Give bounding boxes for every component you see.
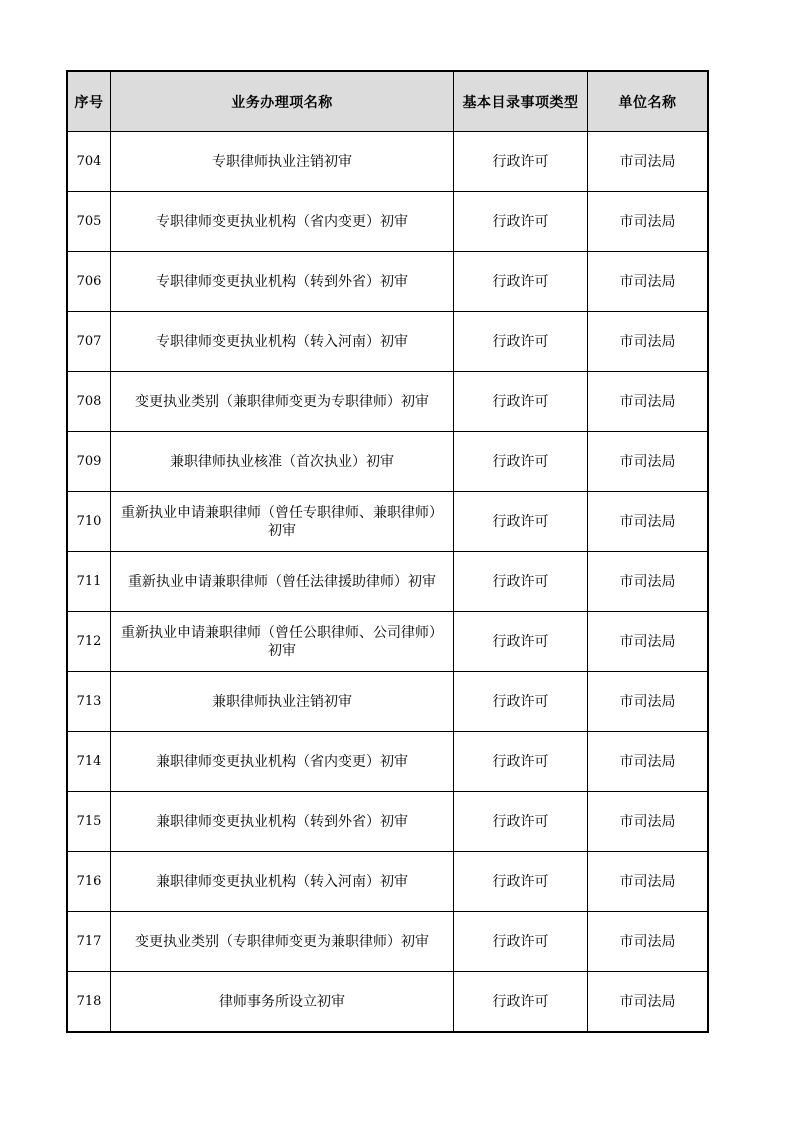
row-catalog-item-type: 行政许可 (454, 432, 588, 492)
row-service-item-name: 重新执业申请兼职律师（曾任专职律师、兼职律师）初审 (111, 492, 454, 552)
row-serial-number: 715 (68, 792, 111, 852)
row-unit-name: 市司法局 (588, 552, 708, 612)
table-row (68, 912, 708, 972)
row-service-item-name: 专职律师执业注销初审 (111, 132, 454, 192)
row-unit-name: 市司法局 (588, 252, 708, 312)
row-unit-name: 市司法局 (588, 912, 708, 972)
row-unit-name: 市司法局 (588, 732, 708, 792)
row-catalog-item-type: 行政许可 (454, 492, 588, 552)
row-unit-name: 市司法局 (588, 372, 708, 432)
row-service-item-name: 律师事务所设立初审 (111, 972, 454, 1032)
row-catalog-item-type: 行政许可 (454, 252, 588, 312)
header-service-item-name: 业务办理项名称 (111, 72, 454, 132)
row-catalog-item-type: 行政许可 (454, 852, 588, 912)
row-unit-name: 市司法局 (588, 672, 708, 732)
row-unit-name: 市司法局 (588, 852, 708, 912)
row-service-item-name: 变更执业类别（专职律师变更为兼职律师）初审 (111, 912, 454, 972)
row-service-item-name: 兼职律师执业注销初审 (111, 672, 454, 732)
row-serial-number: 716 (68, 852, 111, 912)
table-row (68, 192, 708, 252)
table-row (68, 612, 708, 672)
table-row (68, 432, 708, 492)
table-row (68, 132, 708, 192)
table-row (68, 792, 708, 852)
row-serial-number: 717 (68, 912, 111, 972)
row-service-item-name: 兼职律师变更执业机构（转到外省）初审 (111, 792, 454, 852)
row-service-item-name: 专职律师变更执业机构（省内变更）初审 (111, 192, 454, 252)
row-serial-number: 714 (68, 732, 111, 792)
row-service-item-name: 兼职律师变更执业机构（省内变更）初审 (111, 732, 454, 792)
table-row (68, 552, 708, 612)
row-serial-number: 711 (68, 552, 111, 612)
row-catalog-item-type: 行政许可 (454, 132, 588, 192)
row-catalog-item-type: 行政许可 (454, 612, 588, 672)
row-serial-number: 708 (68, 372, 111, 432)
table-row (68, 972, 708, 1032)
row-catalog-item-type: 行政许可 (454, 192, 588, 252)
row-catalog-item-type: 行政许可 (454, 792, 588, 852)
header-row (68, 72, 708, 132)
row-service-item-name: 重新执业申请兼职律师（曾任公职律师、公司律师）初审 (111, 612, 454, 672)
table-body (68, 132, 708, 1032)
row-unit-name: 市司法局 (588, 432, 708, 492)
row-unit-name: 市司法局 (588, 132, 708, 192)
row-unit-name: 市司法局 (588, 972, 708, 1032)
table-row (68, 732, 708, 792)
row-serial-number: 713 (68, 672, 111, 732)
row-serial-number: 709 (68, 432, 111, 492)
row-catalog-item-type: 行政许可 (454, 552, 588, 612)
row-serial-number: 712 (68, 612, 111, 672)
row-service-item-name: 重新执业申请兼职律师（曾任法律援助律师）初审 (111, 552, 454, 612)
row-catalog-item-type: 行政许可 (454, 312, 588, 372)
row-service-item-name: 专职律师变更执业机构（转到外省）初审 (111, 252, 454, 312)
row-serial-number: 718 (68, 972, 111, 1032)
row-serial-number: 705 (68, 192, 111, 252)
table-row (68, 852, 708, 912)
row-service-item-name: 专职律师变更执业机构（转入河南）初审 (111, 312, 454, 372)
table-header (68, 72, 708, 132)
row-unit-name: 市司法局 (588, 612, 708, 672)
row-service-item-name: 变更执业类别（兼职律师变更为专职律师）初审 (111, 372, 454, 432)
row-serial-number: 704 (68, 132, 111, 192)
table-row (68, 372, 708, 432)
row-serial-number: 707 (68, 312, 111, 372)
header-unit-name: 单位名称 (588, 72, 708, 132)
row-catalog-item-type: 行政许可 (454, 372, 588, 432)
row-serial-number: 710 (68, 492, 111, 552)
row-service-item-name: 兼职律师变更执业机构（转入河南）初审 (111, 852, 454, 912)
row-service-item-name: 兼职律师执业核准（首次执业）初审 (111, 432, 454, 492)
row-serial-number: 706 (68, 252, 111, 312)
table-row (68, 672, 708, 732)
table-row (68, 492, 708, 552)
row-unit-name: 市司法局 (588, 792, 708, 852)
row-catalog-item-type: 行政许可 (454, 672, 588, 732)
row-unit-name: 市司法局 (588, 312, 708, 372)
header-serial-number: 序号 (68, 72, 111, 132)
row-catalog-item-type: 行政许可 (454, 972, 588, 1032)
table-row (68, 252, 708, 312)
row-catalog-item-type: 行政许可 (454, 732, 588, 792)
header-catalog-item-type: 基本目录事项类型 (454, 72, 588, 132)
row-catalog-item-type: 行政许可 (454, 912, 588, 972)
row-unit-name: 市司法局 (588, 492, 708, 552)
row-unit-name: 市司法局 (588, 192, 708, 252)
service-catalog-table (67, 71, 708, 1032)
table-row (68, 312, 708, 372)
